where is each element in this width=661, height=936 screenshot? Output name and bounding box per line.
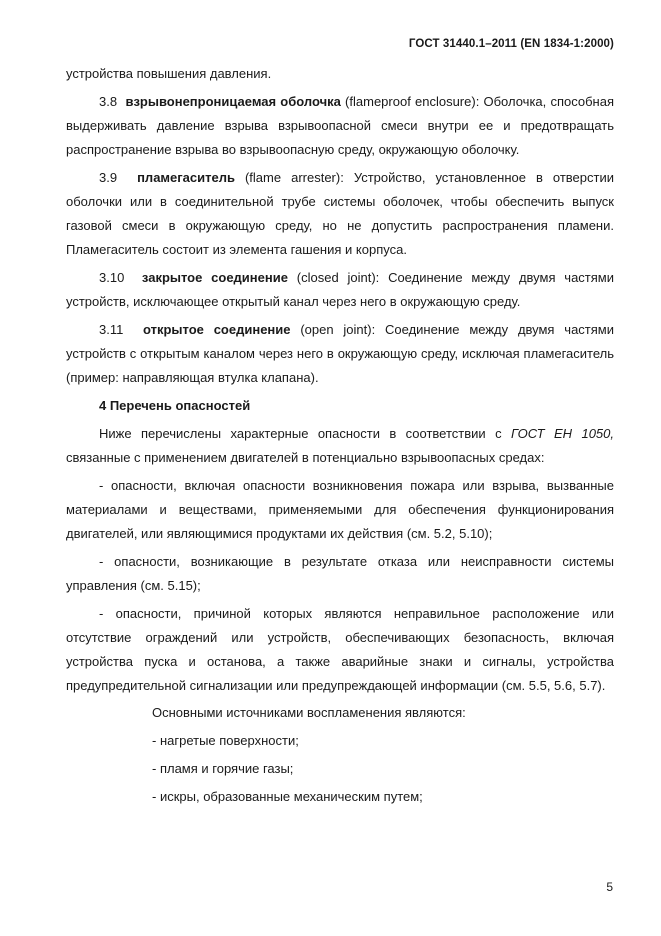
term: закрытое соединение: [141, 270, 288, 285]
intro-text: Ниже перечислены характерные опасности в соответствии с: [99, 426, 511, 441]
clause-number: 3.10: [99, 270, 125, 285]
page-number: 5: [606, 880, 613, 894]
standard-reference: ГОСТ ЕН 1050,: [510, 426, 614, 441]
term: взрывонепроницаемая оболочка: [125, 94, 341, 109]
hazard-item: - опасности, причиной которых являются неправильное расположение или отсутствие ограждений или устройств, обеспечивающих безопасность, включая устройства пуска и останова, а также аварийные знаки и сигналы, устройства предупредительной сигнализации или предупреждающей информации (см. 5.5, 5.6, 5.7).: [66, 606, 614, 693]
ignition-source-item: - искры, образованные механическим путем;: [152, 789, 423, 804]
definition-text: (closed joint): Соединение между двумя частями устройств, исключающее открытый канал через него в окружающую среду.: [66, 270, 614, 309]
clause-number: 3.8: [99, 94, 118, 109]
clause-number: 3.9: [99, 170, 118, 185]
document-body: [66, 62, 614, 809]
hazard-item: - опасности, возникающие в результате отказа или неисправности системы управления (см. 5.15);: [66, 554, 614, 593]
ignition-source-item: - пламя и горячие газы;: [152, 761, 294, 776]
section-4-heading: 4 Перечень опасностей: [99, 398, 251, 413]
definition-3-10: [66, 266, 614, 314]
definition-text: (flame arrester): Устройство, установленное в отверстии оболочки или в соединительной трубе системы оболочек, чтобы обеспечить выпуск газовой смеси в окружающую среду, но не допустить распространения пламени. Пламегаситель состоит из элемента гашения и корпуса.: [66, 170, 614, 257]
definition-3-8: [66, 90, 614, 162]
ignition-source-item: - нагретые поверхности;: [152, 733, 299, 748]
term: пламегаситель: [137, 170, 235, 185]
definition-3-9: [66, 166, 614, 262]
ignition-sources-title: Основными источниками воспламенения являются:: [152, 705, 466, 720]
definition-text: (open joint): Соединение между двумя частями устройств с открытым каналом через него в окружающую среду, исключая пламегаситель (пример: направляющая втулка клапана).: [66, 322, 614, 385]
clause-number: 3.11: [99, 322, 124, 337]
paragraph-continuation: устройства повышения давления.: [66, 66, 272, 81]
definition-text: (flameproof enclosure): Оболочка, способная выдерживать давление взрыва взрывоопасной смеси внутри ее и предотвращать распространение взрыва во взрывоопасную среду, окружающую оболочку.: [66, 94, 614, 157]
definition-3-11: [66, 318, 614, 390]
hazard-item: - опасности, включая опасности возникновения пожара или взрыва, вызванные материалами и веществами, применяемыми для обеспечения функционирования двигателей, или являющимися продуктами их действия (см. 5.2, 5.10);: [66, 478, 614, 541]
intro-text-continued: связанные с применением двигателей в потенциально взрывоопасных средах:: [66, 450, 545, 465]
document-code-header: ГОСТ 31440.1–2011 (EN 1834-1:2000): [408, 38, 614, 50]
term: открытое соединение: [142, 322, 291, 337]
section-4-intro: [66, 422, 614, 470]
